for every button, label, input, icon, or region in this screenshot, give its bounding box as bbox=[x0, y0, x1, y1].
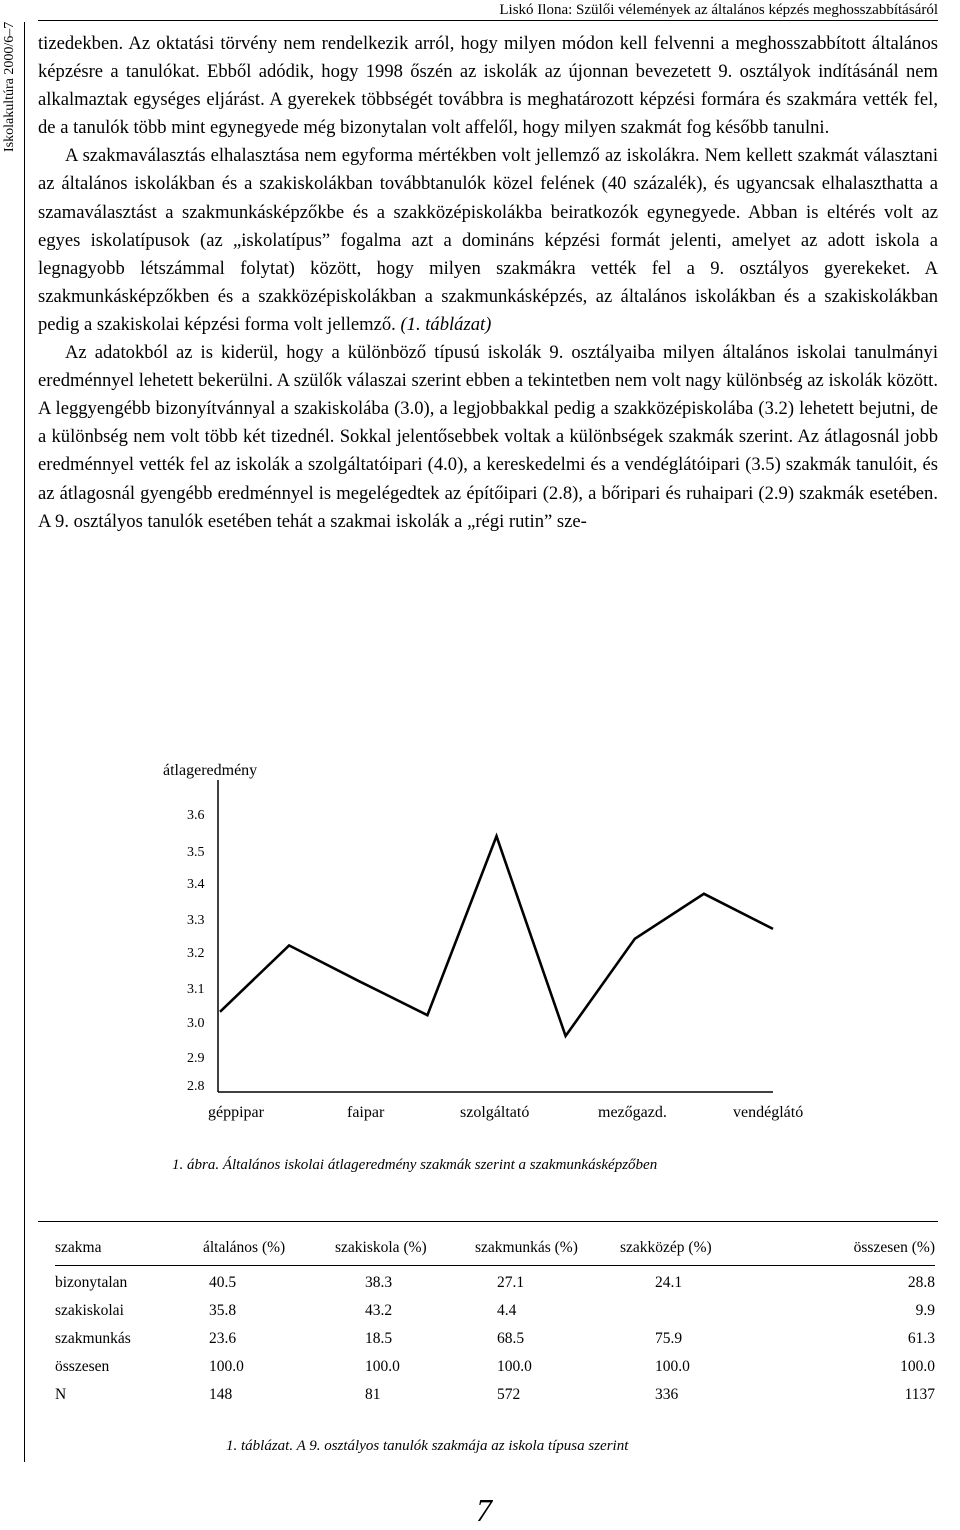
table-cell: 61.3 bbox=[907, 1329, 935, 1347]
page-number: 7 bbox=[476, 1492, 492, 1528]
y-tick-label: 3.0 bbox=[187, 1016, 205, 1031]
table-cell: 68.5 bbox=[497, 1329, 525, 1347]
table-cell: 148 bbox=[209, 1385, 233, 1403]
table-cell: 40.5 bbox=[209, 1273, 237, 1291]
table-row bbox=[55, 1328, 935, 1356]
table-row bbox=[55, 1300, 935, 1328]
table-cell: 1137 bbox=[904, 1385, 935, 1403]
body-paragraph bbox=[38, 142, 938, 339]
figure-caption: 1. ábra. Általános iskolai átlageredmény szakmák szerint a szakmunkásképzőben bbox=[172, 1157, 658, 1173]
body-paragraph bbox=[38, 339, 938, 536]
data-table bbox=[55, 1237, 935, 1412]
table-row bbox=[55, 1266, 935, 1301]
table-header-row bbox=[55, 1237, 935, 1266]
header-rule bbox=[38, 20, 938, 21]
table-row-label: szakmunkás bbox=[55, 1329, 131, 1347]
table-cell: 24.1 bbox=[655, 1273, 683, 1291]
running-head: Liskó Ilona: Szülői vélemények az általános képzés meghosszabbításáról bbox=[499, 2, 938, 18]
table-header-cell: általános (%) bbox=[203, 1238, 286, 1256]
table-row-label: összesen bbox=[55, 1357, 110, 1375]
table-reference: (1. táblázat) bbox=[400, 313, 492, 335]
table-cell: 572 bbox=[497, 1385, 521, 1403]
y-tick-label: 3.4 bbox=[187, 877, 205, 892]
y-axis-title: átlageredmény bbox=[163, 762, 258, 779]
x-category-label: géppipar bbox=[208, 1104, 264, 1121]
paragraph-text: A szakmaválasztás elhalasztása nem egyforma mértékben volt jellemző az iskolákra. Nem kellett szakmát választani az általános iskolákban és a szakiskolákban továbbtanulók közel felének (40 százalék), és ugyancsak elhalaszthatta a szamaválasztást a szakmunkásképzőkbe és a szakközépiskolákba beiratkozók egynegyede. Abban is eltérés volt az egyes iskolatípusok (az „iskolatípus” fogalma azt a domináns képzési formát jelenti, amelyet az adott iskola a legnagyobb létszámmal folytat) között, hogy milyen szakmákra vették fel a 9. osztályos gyerekeket. A szakmunkásképzőkben és a szakközépiskolákban a szakmunkásképzés, az általános iskolákban és a szakiskolákban pedig a szakiskolai képzési forma volt jellemző. bbox=[38, 145, 938, 335]
table-caption: 1. táblázat. A 9. osztályos tanulók szakmája az iskola típusa szerint bbox=[226, 1438, 629, 1454]
table-row bbox=[55, 1356, 935, 1384]
table-header-cell: összesen (%) bbox=[853, 1238, 935, 1256]
table-row-label: bizonytalan bbox=[55, 1273, 128, 1291]
table-cell: 18.5 bbox=[365, 1329, 393, 1347]
body-text bbox=[38, 30, 938, 536]
table-cell: 38.3 bbox=[365, 1273, 393, 1291]
table-cell: 27.1 bbox=[497, 1273, 525, 1291]
table-header-cell: szakiskola (%) bbox=[335, 1238, 427, 1256]
chart-canvas bbox=[0, 720, 960, 1150]
table-cell: 35.8 bbox=[209, 1301, 237, 1319]
table-cell: 4.4 bbox=[497, 1301, 517, 1319]
y-tick-label: 3.6 bbox=[187, 808, 205, 823]
paragraph-text: Az adatokból az is kiderül, hogy a különböző típusú iskolák 9. osztályaiba milyen általános iskolai tanulmányi eredménnyel lehetett bekerülni. A szülők válaszai szerint ebben a tekintetben nem volt nagy különbség az iskolák között. A leggyengébb bizonyítvánnyal a szakiskolába (3.0), a legjobbakkal pedig a szakközépiskolába (3.2) lehetett bejutni, de a különbség nem volt több két tizednél. Sokkal jelentősebbek voltak a különbségek szakmák szerint. Az átlagosnál jobb eredménnyel vették fel az iskolák a szolgáltatóipari (4.0), a kereskedelmi és a vendéglátóipari (3.5) szakmák tanulóit, és az átlagosnál gyengébb eredménnyel is megelégedtek az építőipari (2.8), a bőripari és ruhaipari (2.9) szakmák esetében. A 9. osztályos tanulók esetében tehát a szakmai iskolák a „régi rutin” sze- bbox=[38, 342, 938, 532]
table-cell: 100.0 bbox=[209, 1357, 244, 1375]
x-category-label: vendéglátó bbox=[733, 1104, 804, 1121]
table-cell: 23.6 bbox=[209, 1329, 237, 1347]
table-header-cell: szakma bbox=[55, 1238, 102, 1256]
series-line bbox=[220, 836, 773, 1036]
x-category-label: mezőgazd. bbox=[598, 1104, 667, 1121]
table-cell: 100.0 bbox=[497, 1357, 532, 1375]
body-paragraph bbox=[38, 30, 938, 142]
table-top-rule bbox=[38, 1221, 938, 1222]
line-chart bbox=[0, 720, 960, 1150]
journal-side-label: Iskolakultúra 2000/6–7 bbox=[2, 22, 17, 153]
table-row-label: szakiskolai bbox=[55, 1301, 124, 1319]
y-tick-label: 3.5 bbox=[187, 845, 205, 860]
table-cell: 100.0 bbox=[900, 1357, 935, 1375]
y-tick-label: 3.3 bbox=[187, 913, 205, 928]
table-cell: 336 bbox=[655, 1385, 679, 1403]
table-header-cell: szakközép (%) bbox=[620, 1238, 712, 1256]
table-cell: 100.0 bbox=[365, 1357, 400, 1375]
table-cell: 9.9 bbox=[915, 1301, 935, 1319]
y-tick-label: 2.9 bbox=[187, 1051, 205, 1066]
table-cell bbox=[620, 1300, 792, 1328]
table-cell: 81 bbox=[365, 1385, 381, 1403]
table-row bbox=[55, 1384, 935, 1412]
table-cell: 100.0 bbox=[655, 1357, 690, 1375]
table-row-label: N bbox=[55, 1385, 67, 1403]
table-cell: 75.9 bbox=[655, 1329, 683, 1347]
y-tick-label: 3.1 bbox=[187, 982, 205, 997]
y-tick-label: 3.2 bbox=[187, 946, 205, 961]
x-category-label: faipar bbox=[347, 1104, 385, 1121]
x-category-label: szolgáltató bbox=[460, 1104, 530, 1121]
table-cell: 28.8 bbox=[907, 1273, 935, 1291]
paragraph-text: tizedekben. Az oktatási törvény nem rendelkezik arról, hogy milyen módon kell felvenni a meghosszabbított általános képzésre a tanulókat. Ebből adódik, hogy 1998 őszén az iskolák az újonnan bevezetett 9. osztályok indításánál nem alkalmaztak egységes eljárást. A gyerekek többségét továbbra is meghatározott képzési formára és szakmára vették fel, de a tanulók több mint egynegyede még bizonytalan volt affelől, hogy milyen szakmát fog később tanulni. bbox=[38, 33, 938, 139]
table-header-cell: szakmunkás (%) bbox=[475, 1238, 578, 1256]
y-tick-label: 2.8 bbox=[187, 1079, 205, 1094]
table-cell: 43.2 bbox=[365, 1301, 393, 1319]
